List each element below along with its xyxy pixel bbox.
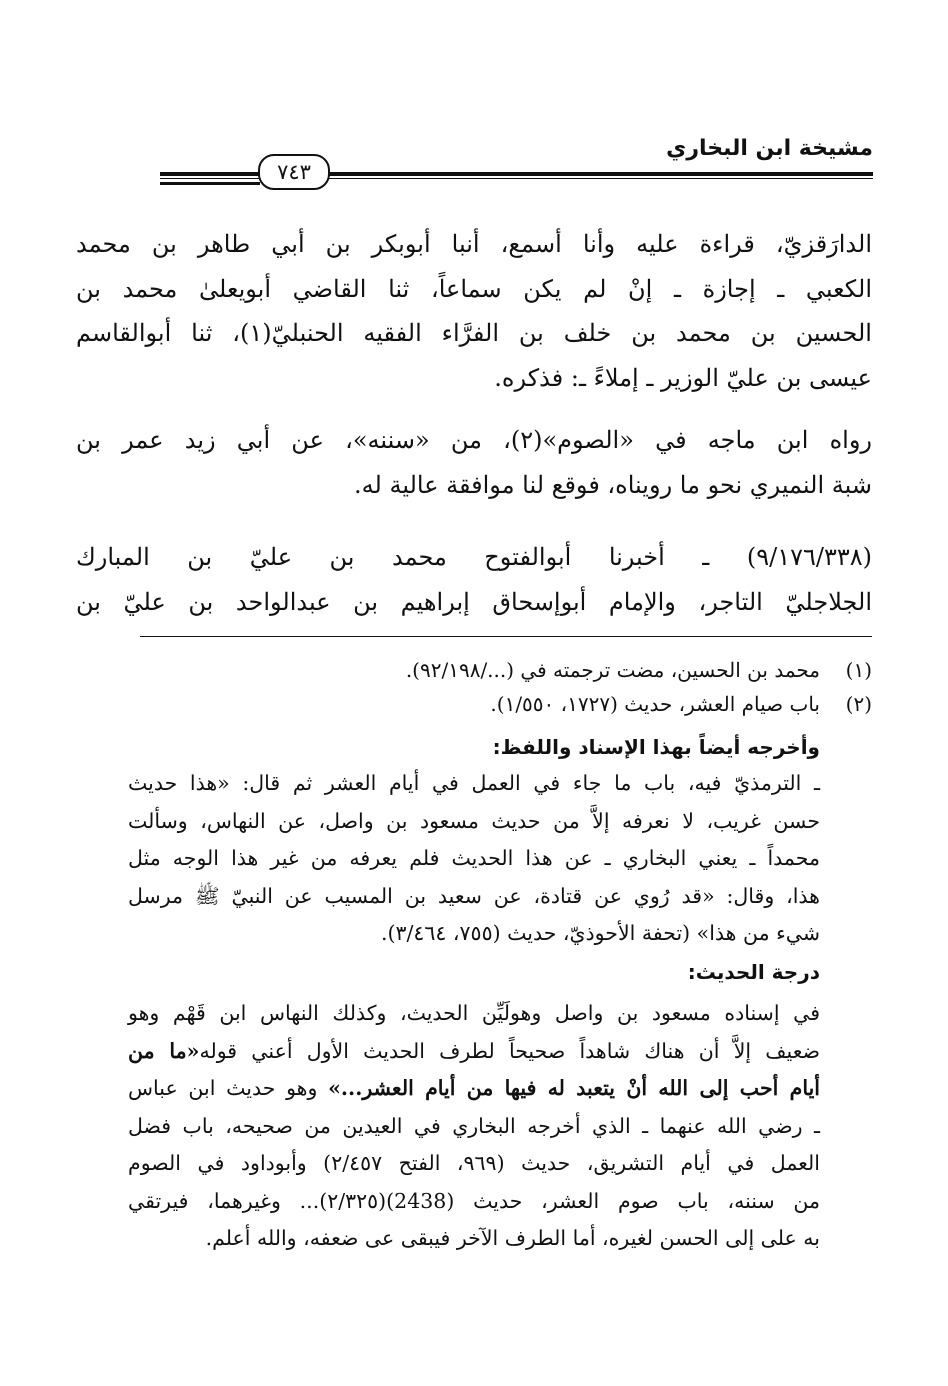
page-number-badge: [258, 154, 330, 190]
grade-heading: درجة الحديث:: [687, 960, 820, 984]
text-line: به على إلى الحسن لغيره، أما الطرف الآخر فيبقى عى ضعفه، والله أعلم.: [205, 1226, 820, 1250]
text-segment: وهو حديث ابن عباس: [128, 1076, 329, 1100]
takhrij-block: [128, 765, 820, 953]
bold-quote: أيام أحب إلى الله أنْ يتعبد له فيها من أيام العشر...»: [328, 1076, 820, 1100]
bold-quote: «ما من: [128, 1038, 200, 1063]
text-line: هذا، وقال: «قد رُوي عن قتادة، عن سعيد بن المسيب عن النبيّ ﷺ مرسل: [128, 883, 820, 908]
paragraph-hadith-338: [76, 535, 872, 624]
page-number: ٧٤٣: [277, 160, 311, 184]
text-line: ـ رضي الله عنهما ـ الذي أخرجه البخاري في العيدين من صحيحه، باب فضل: [128, 1113, 820, 1138]
takhrij-heading: وأخرجه أيضاً بهذا الإسناد واللفظ:: [492, 735, 820, 759]
text-line: [128, 1033, 820, 1071]
text-line: عيسى بن عليّ الوزير ـ إملاءً ـ: فذكره.: [494, 363, 872, 392]
text-line: الكعبي ـ إجازة ـ إنْ لم يكن سماعاً، ثنا القاضي أبويعلىٰ محمد بن: [76, 274, 872, 303]
running-header-title: مشيخة ابن البخاري: [666, 136, 873, 161]
footnote-2: [76, 688, 872, 721]
text-line: رواه ابن ماجه في «الصوم»(٢)، من «سننه»، عن أبي زيد عمر بن: [76, 426, 872, 454]
paragraph-riwaya: [76, 418, 872, 507]
footnote-text: محمد بن الحسين، مضت ترجمته في (.../٩٢/١٩٨).: [405, 658, 820, 682]
text-line: في إسناده مسعود بن واصل وهولَيِّن الحديث، وكذلك النهاس ابن قَهْم وهو: [128, 1001, 820, 1025]
text-line: شبة النميري نحو ما رويناه، فوقع لنا موافقة عالية له.: [354, 470, 872, 499]
text-line: [128, 1070, 820, 1108]
text-line: الدارَقزيّ، قراءة عليه وأنا أسمع، أنبا أبوبكر بن أبي طاهر بن محمد: [76, 230, 872, 258]
footnote-1: [76, 654, 872, 687]
paragraph-isnad: [76, 222, 872, 400]
text-segment: ضعيف إلاَّ أن هناك شاهداً صحيحاً لطرف الحديث الأول أعني قوله: [199, 1038, 820, 1063]
text-line: الجلاجليّ التاجر، والإمام أبوإسحاق إبراهيم بن عبدالواحد بن عليّ بن: [76, 587, 872, 616]
text-line: ـ الترمذيّ فيه، باب ما جاء في العمل في أيام العشر ثم قال: «هذا حديث: [128, 771, 820, 795]
text-line: حسن غريب، لا نعرفه إلاَّ من حديث مسعود بن واصل، عن النهاس، وسألت: [128, 808, 820, 833]
footnote-separator: [140, 636, 872, 637]
footnote-text: باب صيام العشر، حديث (١٧٢٧، ١/٥٥٠).: [490, 692, 820, 716]
footnote-number: (٢): [845, 692, 872, 716]
footnote-number: (١): [845, 658, 872, 682]
grade-block: [128, 995, 820, 1258]
text-line: العمل في أيام التشريق، حديث (٩٦٩، الفتح ٢/٤٥٧) وأبوداود في الصوم: [128, 1151, 820, 1175]
text-line: شيء من هذا» (تحفة الأحوذيّ، حديث (٧٥٥، ٣/٤٦٤).: [380, 921, 820, 945]
header-rule-left: [160, 182, 260, 185]
text-line: من سننه، باب صوم العشر، حديث (2438)(٢/٣٢٥)... وغيرهما، فيرتقي: [128, 1188, 821, 1213]
text-line: محمداً ـ يعني البخاري ـ عن هذا الحديث فلم يعرفه من غير هذا الوجه مثل: [128, 846, 820, 870]
text-line: (٩/١٧٦/٣٣٨) ـ أخبرنا أبوالفتوح محمد بن عليّ بن المبارك: [76, 543, 872, 571]
text-line: الحسين بن محمد بن خلف بن الفرَّاء الفقيه الحنبليّ(١)، ثنا أبوالقاسم: [76, 319, 872, 347]
